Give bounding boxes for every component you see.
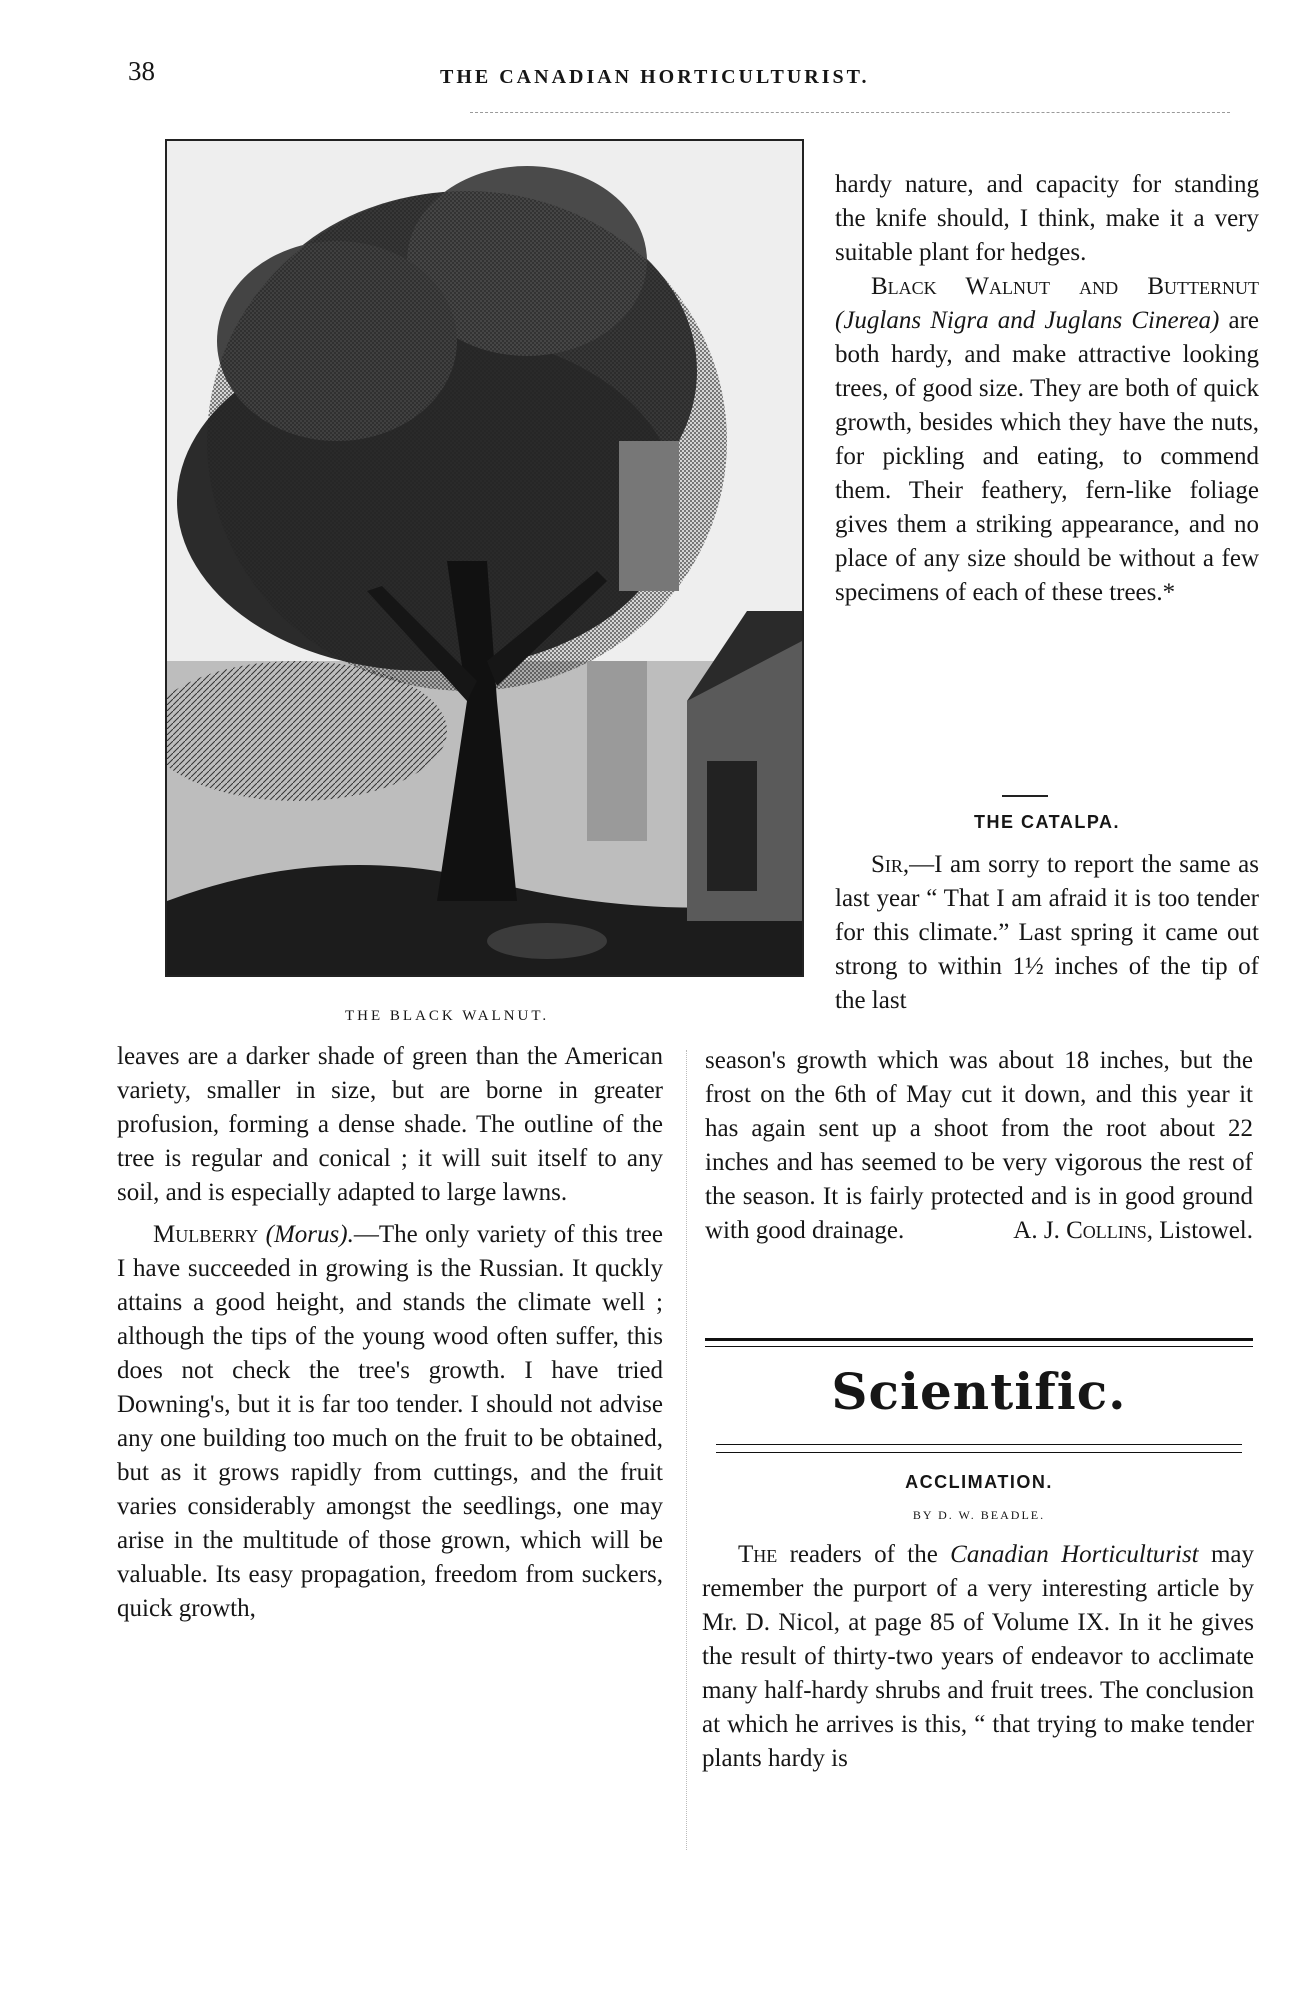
running-head: THE CANADIAN HORTICULTURIST. xyxy=(440,66,870,88)
acclimation-text-b: may remember the purport of a very interesting article by Mr. D. Nicol, at page 85 of Volume IX. In it he gives the result of thirty-two years of endeavor to acclimate many half-hardy shrubs and fruit trees. The conclusion at which he arrives is this, “ that trying to make tender plants hardy is xyxy=(702,1541,1255,1772)
catalpa-salutation: Sir, xyxy=(871,851,910,878)
catalpa-text-lower: season's growth which was about 18 inches, but the frost on the 6th of May cut it down, and this year it has again sent up a shoot from the root about 22 inches and has seemed to be very vigorous the rest of the season. It is fairly protected and is in good ground with good drainage. xyxy=(705,1047,1253,1244)
catalpa-top xyxy=(835,848,1259,1018)
walnut-text: are both hardy, and make attractive looking trees, of good size. They are both of quick growth, besides which they have the nuts, for pickling and eating, to commend them. Their feathery, fern-like foliage gives them a striking appearance, and no place of any size should be without a few specimens of each of these trees.* xyxy=(835,307,1260,606)
catalpa-text-top: —I am sorry to report the same as last year “ That I am afraid it is too tender for this climate.” Last spring it came out strong to within 1½ inches of the tip of the last xyxy=(835,851,1259,1014)
walnut-paragraph xyxy=(835,270,1259,610)
signature-name: A. J. Collins, xyxy=(1013,1217,1153,1244)
mulberry-latin: (Morus). xyxy=(265,1221,354,1248)
mulberry-lead: Mulberry xyxy=(153,1221,259,1248)
acclimation-byline: BY D. W. BEADLE. xyxy=(912,1508,1046,1522)
walnut-lead: Black Walnut and Butternut xyxy=(871,273,1259,300)
acclimation-lead: The xyxy=(738,1541,778,1568)
walnut-latin: (Juglans Nigra and Juglans Cinerea) xyxy=(835,307,1220,334)
section-rule-thick xyxy=(705,1338,1253,1341)
mulberry-text: —The only variety of this tree I have succeeded in growing is the Russian. It quckly attains a good height, and stands the climate well ; although the tips of the young wood often suffer, this does not check the tree's growth. I have tried Downing's, but it is far too tender. I should not advise any one building too much on the fruit to be obtained, but as it grows rapidly from cuttings, and the fruit varies considerably amongst the seedlings, one may arise in the multitude of those grown, which will be valuable. Its easy propagation, freedom from suckers, quick growth, xyxy=(117,1221,663,1622)
black-walnut-illustration xyxy=(165,139,804,977)
catalpa-signature xyxy=(1013,1214,1253,1248)
acclimation-heading: ACCLIMATION. xyxy=(905,1472,1053,1492)
tree-engraving xyxy=(167,141,802,975)
mulberry-paragraph xyxy=(117,1218,663,1626)
right-column xyxy=(835,168,1259,610)
catalpa-rule xyxy=(1002,795,1048,797)
scientific-title: Scientific. xyxy=(831,1362,1127,1421)
acclimation-paragraph xyxy=(702,1538,1254,1776)
journal-name: Canadian Horticulturist xyxy=(950,1541,1199,1568)
catalpa-paragraph-top xyxy=(835,848,1259,1018)
acclimation-column xyxy=(702,1538,1254,1776)
catalpa-lower xyxy=(705,1044,1253,1248)
left-column xyxy=(117,1040,663,1626)
page-number: 38 xyxy=(128,56,155,86)
hedge-paragraph: hardy nature, and capacity for standing the knife should, I think, make it a very suitable plant for hedges. xyxy=(835,171,1259,266)
title-rule-2 xyxy=(716,1452,1242,1453)
section-rule-thin xyxy=(705,1346,1253,1347)
column-divider xyxy=(686,1050,687,1850)
signature-place: Listowel. xyxy=(1159,1217,1253,1244)
catalpa-heading: THE CATALPA. xyxy=(974,812,1120,832)
title-rule-1 xyxy=(716,1444,1242,1445)
header-rule xyxy=(470,112,1230,113)
catalpa-paragraph-lower xyxy=(705,1044,1253,1248)
figure-caption: THE BLACK WALNUT. xyxy=(345,1008,550,1024)
leaves-paragraph: leaves are a darker shade of green than the American variety, smaller in size, but are borne in greater profusion, forming a dense shade. The outline of the tree is regular and conical ; it will suit itself to any soil, and is especially adapted to large lawns. xyxy=(117,1043,663,1206)
acclimation-text-a: readers of the xyxy=(789,1541,938,1568)
